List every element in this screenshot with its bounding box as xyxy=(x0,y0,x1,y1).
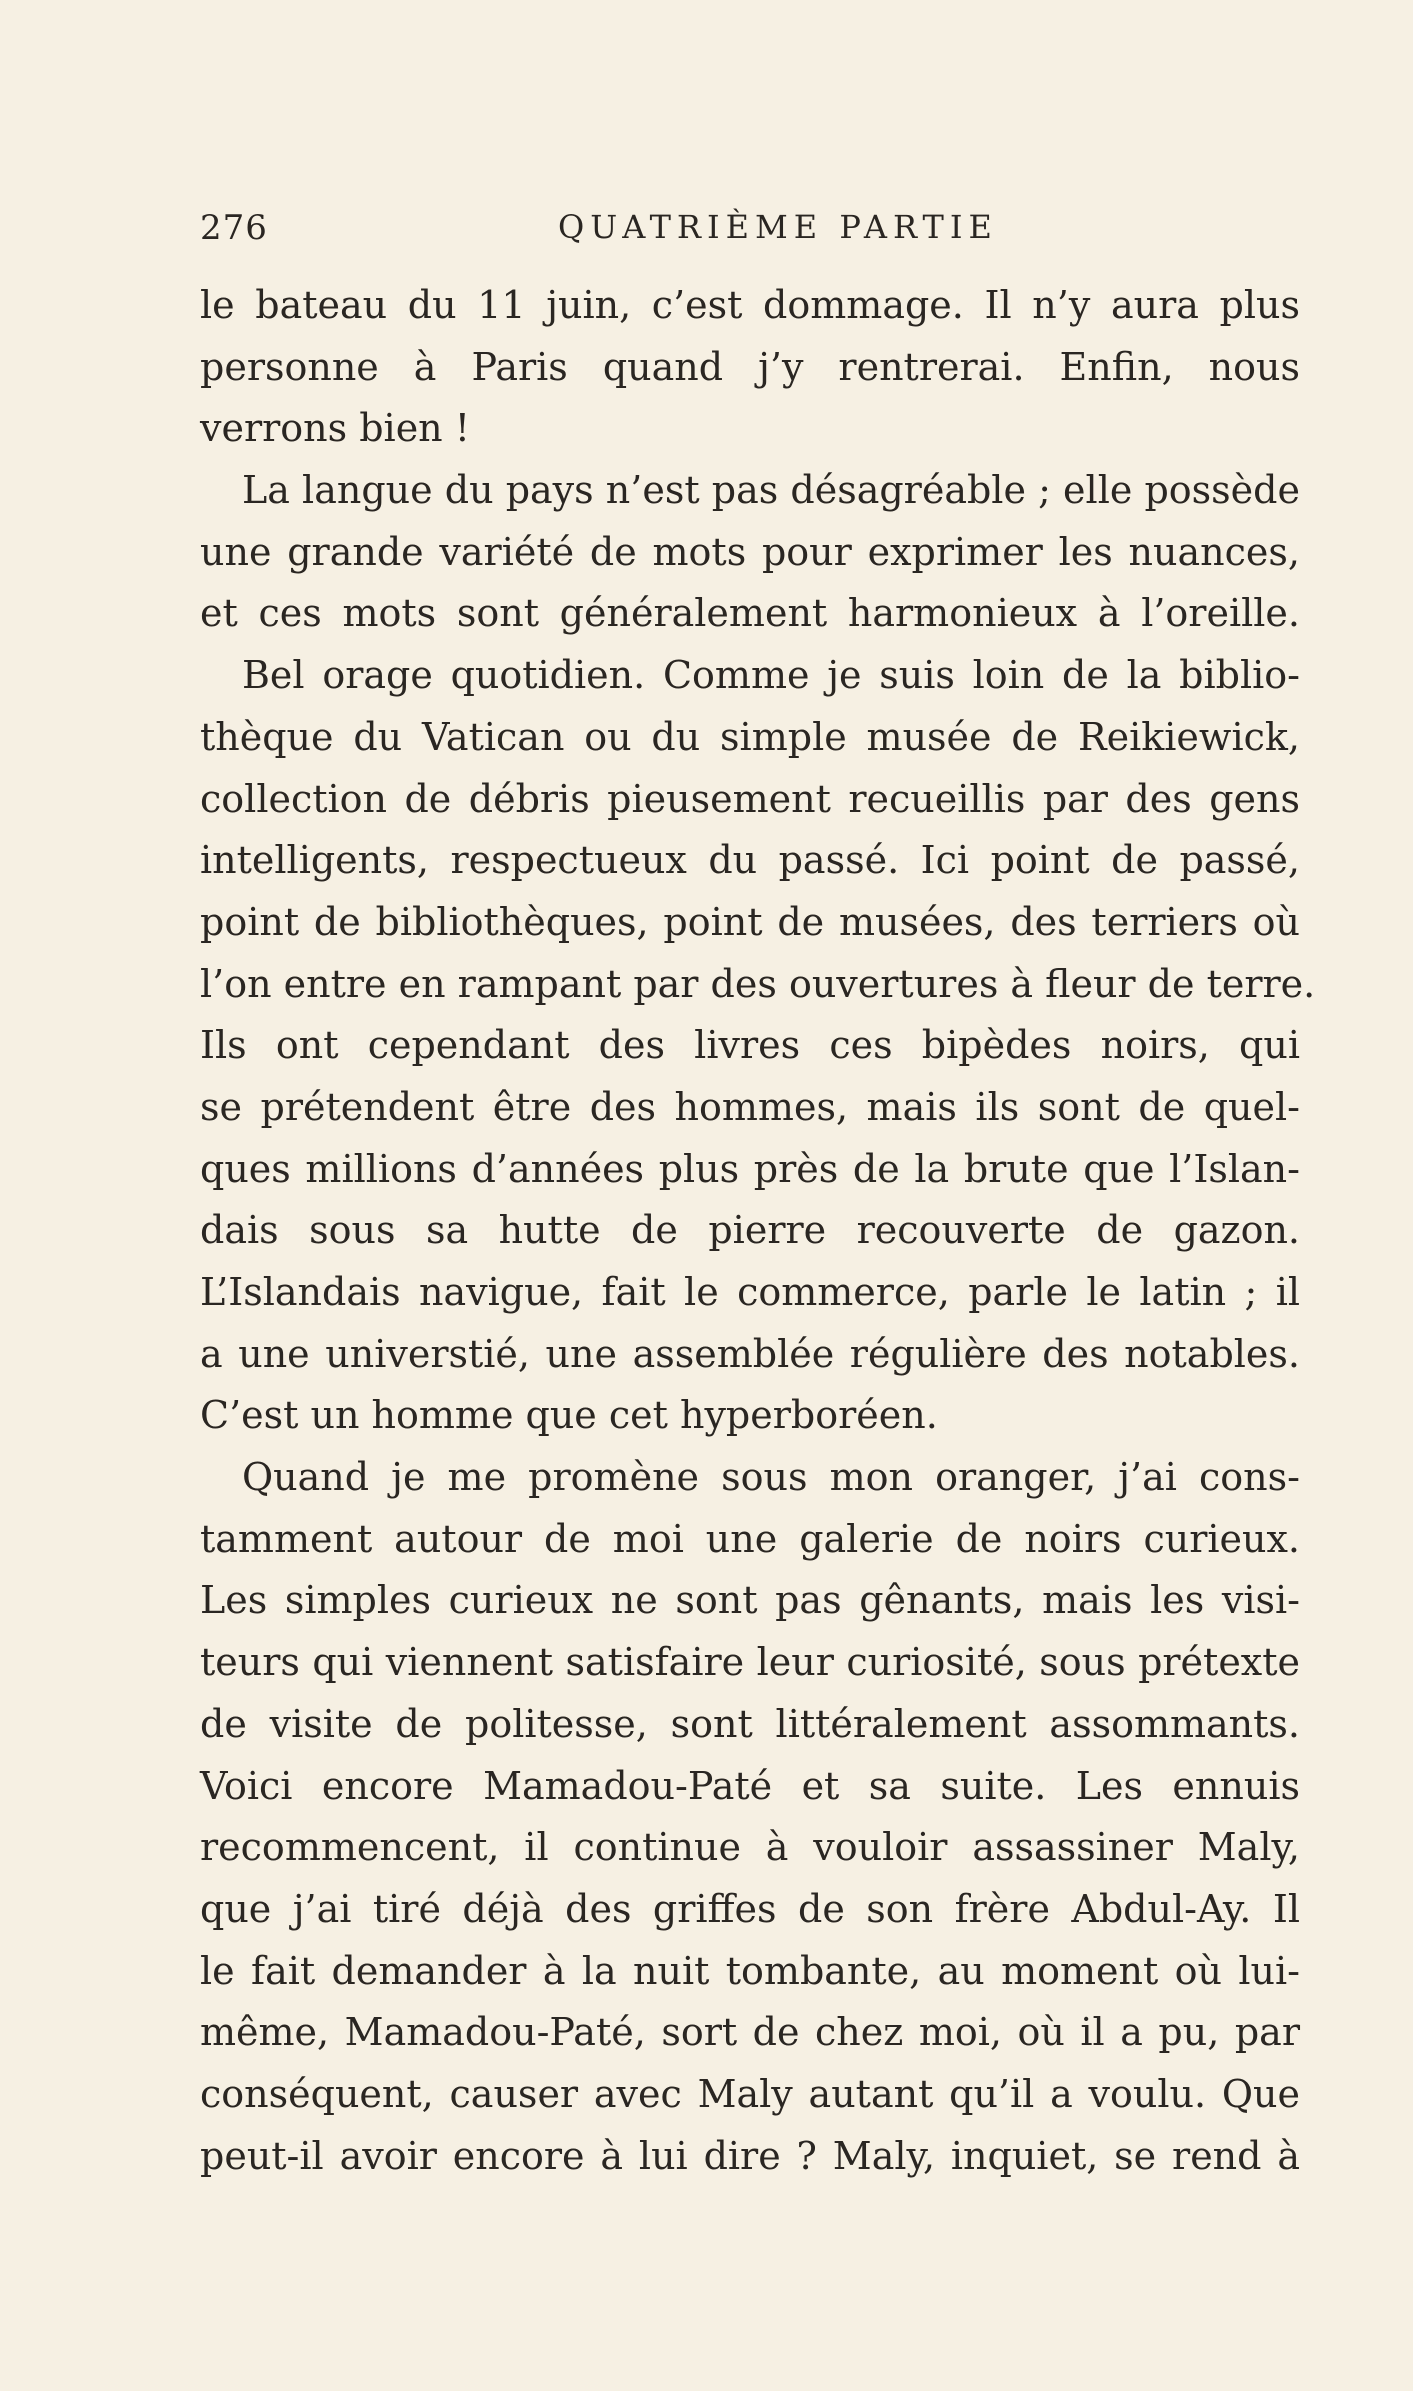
text-line: de visite de politesse, sont littéralement assommants. xyxy=(200,1701,1300,1746)
text-line: La langue du pays n’est pas désagréable ; elle possède xyxy=(242,468,1300,513)
page-number: 276 xyxy=(200,208,268,248)
text-line: thèque du Vatican ou du simple musée de Reikiewick, xyxy=(200,714,1300,759)
text-line: peut-il avoir encore à lui dire ? Maly, inquiet, se rend à xyxy=(200,2133,1300,2178)
text-line: Quand je me promène sous mon oranger, j’ai cons- xyxy=(242,1455,1300,1500)
text-line: une grande variété de mots pour exprimer les nuances, xyxy=(200,529,1300,574)
text-line: le fait demander à la nuit tombante, au moment où lui- xyxy=(200,1948,1300,1993)
body-text xyxy=(200,275,1316,2187)
text-line: l’on entre en rampant par des ouvertures à fleur de terre. xyxy=(200,961,1316,1006)
text-line: personne à Paris quand j’y rentrerai. Enfin, nous xyxy=(200,344,1300,389)
text-line: même, Mamadou-Paté, sort de chez moi, où il a pu, par xyxy=(200,2010,1300,2055)
text-line: Les simples curieux ne sont pas gênants, mais les visi- xyxy=(200,1578,1300,1623)
text-line: recommencent, il continue à vouloir assassiner Maly, xyxy=(200,1825,1300,1870)
running-head xyxy=(200,208,1300,258)
text-line: point de bibliothèques, point de musées, des terriers où xyxy=(200,899,1300,944)
text-line: a une universtié, une assemblée régulière des notables. xyxy=(200,1331,1300,1376)
text-line: dais sous sa hutte de pierre recouverte de gazon. xyxy=(200,1208,1300,1253)
text-line: C’est un homme que cet hyperboréen. xyxy=(200,1393,938,1438)
text-line: conséquent, causer avec Maly autant qu’il a voulu. Que xyxy=(200,2071,1300,2116)
text-line: tamment autour de moi une galerie de noirs curieux. xyxy=(200,1516,1300,1561)
text-line: ques millions d’années plus près de la brute que l’Islan- xyxy=(200,1146,1300,1191)
text-line: se prétendent être des hommes, mais ils sont de quel- xyxy=(200,1084,1300,1129)
text-line: le bateau du 11 juin, c’est dommage. Il n’y aura plus xyxy=(200,283,1300,327)
text-line: collection de débris pieusement recueillis par des gens xyxy=(200,776,1300,821)
section-title: QUATRIÈME PARTIE xyxy=(558,208,998,246)
text-line: Ils ont cependant des livres ces bipèdes noirs, qui xyxy=(200,1023,1300,1068)
text-line: et ces mots sont généralement harmonieux à l’oreille. xyxy=(200,591,1300,636)
text-line: Bel orage quotidien. Comme je suis loin de la biblio- xyxy=(242,653,1300,698)
text-line: que j’ai tiré déjà des griffes de son frère Abdul-Ay. Il xyxy=(200,1886,1300,1931)
text-line: teurs qui viennent satisfaire leur curiosité, sous prétexte xyxy=(200,1640,1300,1685)
text-line: intelligents, respectueux du passé. Ici point de passé, xyxy=(200,838,1300,883)
text-line: Voici encore Mamadou-Paté et sa suite. Les ennuis xyxy=(200,1763,1300,1808)
text-line: L’Islandais navigue, fait le commerce, parle le latin ; il xyxy=(200,1270,1300,1314)
text-line: verrons bien ! xyxy=(200,406,471,451)
